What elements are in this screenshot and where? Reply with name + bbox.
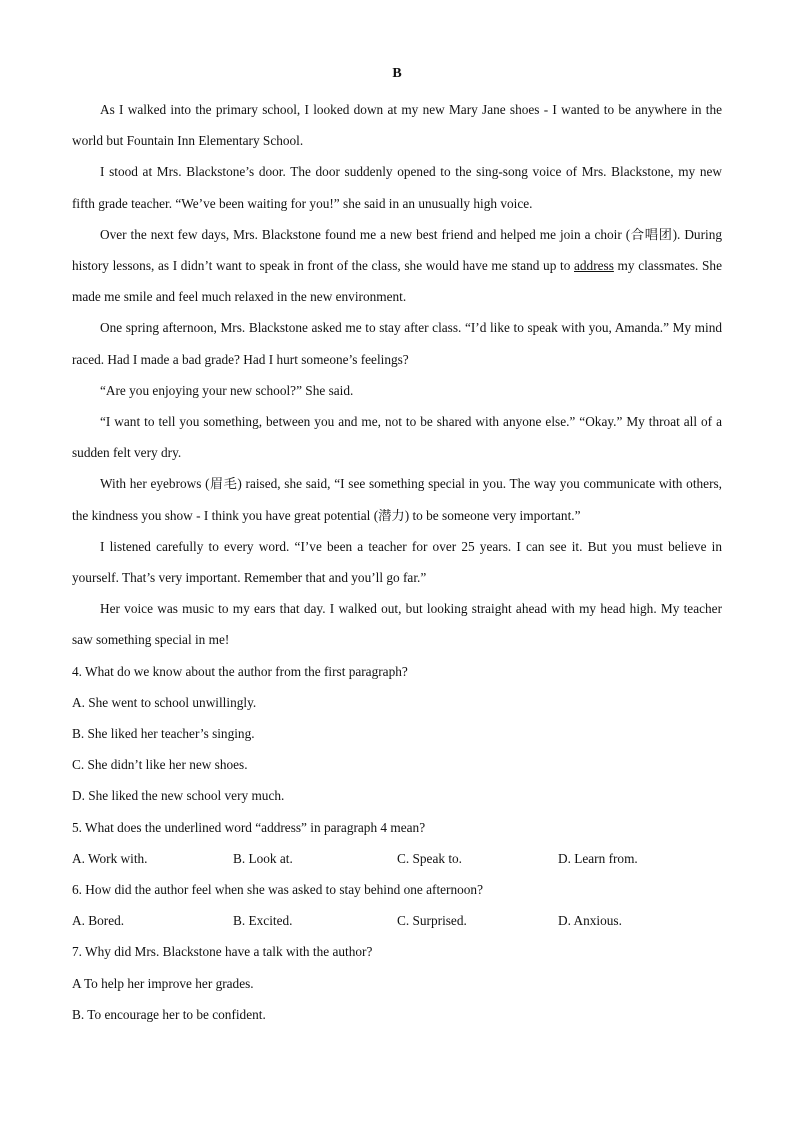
paragraph-9: Her voice was music to my ears that day. I walked out, but looking straight ahead with my head high. My teacher saw something special in me! xyxy=(72,601,722,648)
paragraph-4: One spring afternoon, Mrs. Blackstone asked me to stay after class. “I’d like to speak with you, Amanda.” My mind raced. Had I made a bad grade? Had I hurt someone’s feelings? xyxy=(72,320,722,367)
question-7-option-a: A To help her improve her grades. xyxy=(72,975,254,991)
paragraph-5: “Are you enjoying your new school?” She said. xyxy=(100,382,354,398)
paragraph-6: “I want to tell you something, between you and me, not to be shared with anyone else.” “Okay.” My throat all of a sudden felt very dry. xyxy=(72,414,722,461)
question-4-option-b: B. She liked her teacher’s singing. xyxy=(72,726,255,742)
question-6-option-d: D. Anxious. xyxy=(558,913,622,929)
paragraph-1: As I walked into the primary school, I looked down at my new Mary Jane shoes - I wanted to be anywhere in the world but Fountain Inn Elementary School. xyxy=(72,102,722,149)
question-6-stem: 6. How did the author feel when she was asked to stay behind one afternoon? xyxy=(72,882,483,898)
question-6-option-a: A. Bored. xyxy=(72,913,125,929)
question-4-stem: 4. What do we know about the author from the first paragraph? xyxy=(72,663,408,679)
question-6-option-c: C. Surprised. xyxy=(397,913,467,929)
question-5-option-d: D. Learn from. xyxy=(558,850,638,866)
question-5-option-c: C. Speak to. xyxy=(397,850,463,866)
question-5-options xyxy=(72,843,722,874)
question-5-option-a: A. Work with. xyxy=(72,850,148,866)
question-5-stem: 5. What does the underlined word “address” in paragraph 4 mean? xyxy=(72,819,426,835)
document-body xyxy=(72,94,722,1030)
question-7-option-b: B. To encourage her to be confident. xyxy=(72,1006,266,1022)
paragraph-8: I listened carefully to every word. “I’ve been a teacher for over 25 years. I can see it. But you must believe in yourself. That’s very important. Remember that and you’ll go far.” xyxy=(72,538,722,586)
underlined-word-address: address xyxy=(574,258,614,274)
question-5-option-b: B. Look at. xyxy=(233,850,293,866)
paragraph-3 xyxy=(72,219,722,313)
question-7-stem: 7. Why did Mrs. Blackstone have a talk with the author? xyxy=(72,944,373,960)
question-6-option-b: B. Excited. xyxy=(233,913,293,929)
paragraph-2: I stood at Mrs. Blackstone’s door. The door suddenly opened to the sing-song voice of Mrs. Blackstone, my new fifth grade teacher. “We’ve been waiting for you!” she said in an unusually high voice. xyxy=(72,164,722,211)
paragraph-3-after: my classmates. She made me smile and feel much relaxed in the new environment. xyxy=(72,258,722,305)
question-4-option-c: C. She didn’t like her new shoes. xyxy=(72,757,248,773)
paragraph-3-before: Over the next few days, Mrs. Blackstone found me a new best friend and helped me join a choir (合唱团). During history lessons, as I didn’t want to speak in front of the class, she would have me stand up to xyxy=(72,226,722,274)
paragraph-7: With her eyebrows (眉毛) raised, she said, “I see something special in you. The way you communicate with others, the kindness you show - I think you have great potential (潜力) to be someone very important.” xyxy=(72,476,722,523)
question-6-options xyxy=(72,905,722,936)
question-4-option-a: A. She went to school unwillingly. xyxy=(72,694,257,710)
question-4-option-d: D. She liked the new school very much. xyxy=(72,788,285,804)
section-heading: B xyxy=(392,66,402,81)
